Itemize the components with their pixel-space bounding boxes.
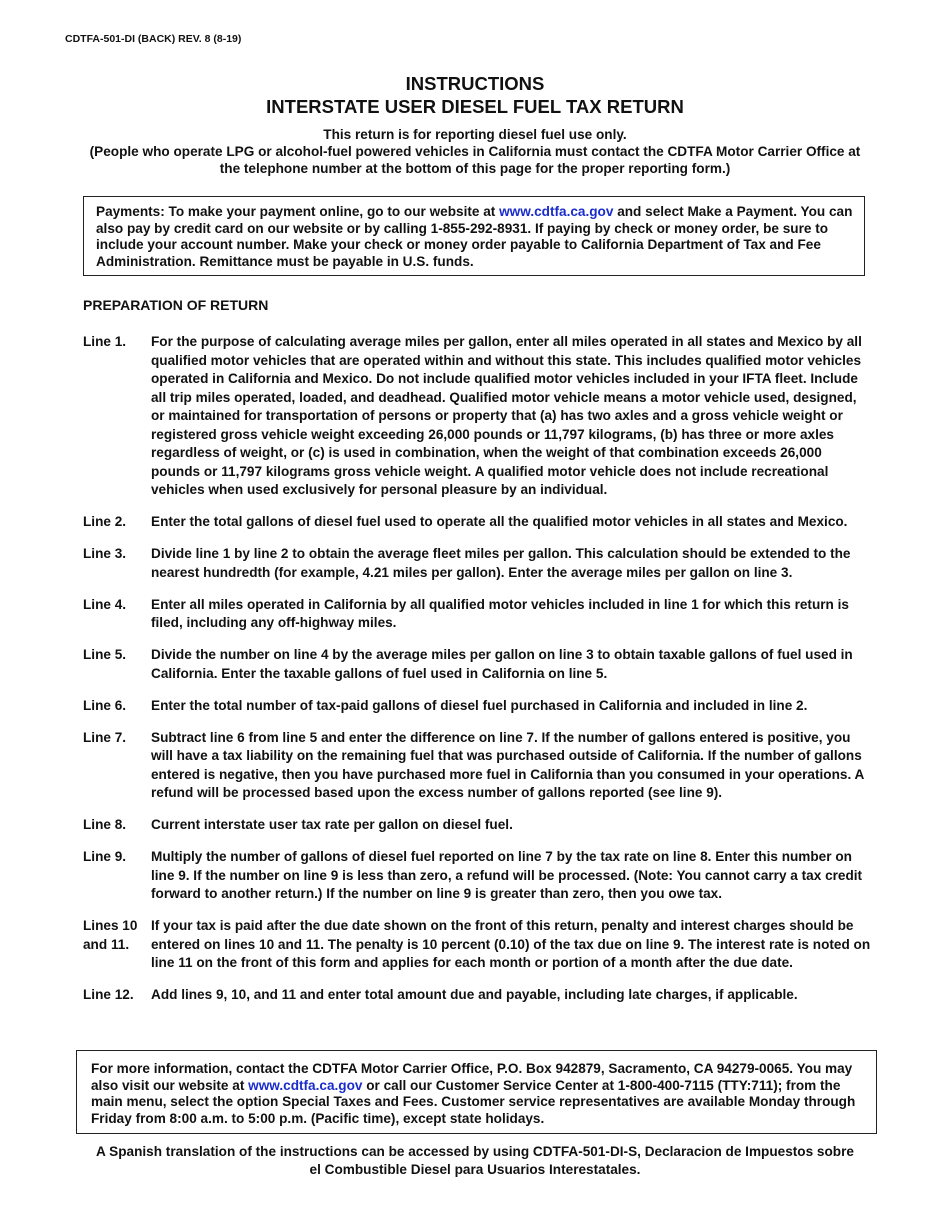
line-label: Line 6. [83, 697, 127, 713]
line-label: Line 3. [83, 546, 127, 561]
line-label: Line 9. [83, 849, 127, 864]
line-text: Subtract line 6 from line 5 and enter the difference on line 7. If the number of gallons entered is positive, you will have a tax liability on the remaining fuel that was purchased outside of California. If the number of gallons entered is negative, then you have purchased more fuel in California than you consumed in your operations. A refund will be processed based upon the excess number of gallons reported (see line 9). [151, 729, 864, 800]
line-text: Current interstate user tax rate per gallon on diesel fuel. [151, 817, 513, 832]
instruction-line-3 [83, 545, 873, 582]
instruction-line-7 [83, 729, 873, 803]
line-text: Divide the number on line 4 by the average miles per gallon on line 3 to obtain taxable gallons of fuel used in California. Enter the taxable gallons of fuel used in California on line 5. [151, 647, 853, 681]
info-website-link[interactable]: www.cdtfa.ca.gov [248, 1077, 363, 1093]
line-label: Line 1. [83, 334, 127, 349]
contact-info-box [76, 1050, 877, 1134]
instruction-line-5 [83, 646, 873, 683]
payments-text-after: and select Make a Payment. You can also pay by credit card on our website or by calling 1-855-292-8931. If paying by check or money order, be sure to include your account number. Make your check or money order payable to California Department of Tax and Fee Administration. Remittance must be payable in U.S. funds. [96, 204, 853, 269]
info-text-after: or call our Customer Service Center at 1-800-400-7115 (TTY:711); from the main menu, select the option Special Taxes and Fees. Customer service representatives are available Monday through Friday from 8:00 a.m. to 5:00 p.m. (Pacific time), except state holidays. [91, 1077, 856, 1126]
line-text: Add lines 9, 10, and 11 and enter total amount due and payable, including late charges, if applicable. [151, 987, 798, 1002]
line-label: Line 12. [83, 987, 134, 1002]
line-text: Enter the total gallons of diesel fuel used to operate all the qualified motor vehicles in all states and Mexico. [151, 514, 848, 529]
line-text: Enter all miles operated in California by all qualified motor vehicles included in line 1 for which this return is filed, including any off-highway miles. [151, 596, 849, 630]
line-text: Multiply the number of gallons of diesel fuel reported on line 7 by the tax rate on line 8. Enter this number on line 9. If the number on line 9 is less than zero, a refund will be processed. (Note: You cannot carry a tax credit forward to another return.) If the number on line 9 is greater than zero, then you owe tax. [151, 849, 863, 901]
payments-box [83, 196, 865, 276]
spanish-translation-note: A Spanish translation of the instructions can be accessed by using CDTFA-501-DI-S, Declaracion de Impuestos sobre el Combustible Diesel para Usuarios Interestatales. [96, 1144, 854, 1177]
instruction-line-6 [83, 697, 873, 716]
line-text: Enter the total number of tax-paid gallons of diesel fuel purchased in California and included in line 2. [151, 697, 808, 713]
line-label: Line 4. [83, 596, 127, 612]
line-label: Line 5. [83, 647, 127, 662]
instruction-line-9 [83, 848, 873, 904]
line-text: For the purpose of calculating average miles per gallon, enter all miles operated in all states and Mexico by all qualified motor vehicles that are operated within and without this state. This includes qualified motor vehicles operated in California and Mexico. Do not include qualified motor vehicles included in your IFTA fleet. Include all trip miles operated, loaded, and deadhead. Qualified motor vehicle means a motor vehicle used, designed, or maintained for transportation of persons or property that (a) has two axles and a gross vehicle weight or registered gross vehicle weight exceeding 26,000 pounds or 11,797 kilograms, (b) has three or more axles regardless of weight, or (c) is used in combination, when the weight of that combination exceeds 26,000 pounds or 11,797 kilograms gross vehicle weight. A qualified motor vehicle does not include recreational vehicles when used exclusively for personal pleasure by an individual. [151, 334, 862, 497]
line-label: Lines 10 and 11. [83, 918, 138, 952]
line-text: If your tax is paid after the due date shown on the front of this return, penalty and interest charges should be entered on lines 10 and 11. The penalty is 10 percent (0.10) of the tax due on line 9. The interest rate is noted on line 11 on the front of this form and applies for each month or portion of a month after the due date. [151, 918, 871, 970]
line-label: Line 2. [83, 514, 127, 529]
payments-website-link[interactable]: www.cdtfa.ca.gov [499, 204, 614, 219]
instruction-line-2 [83, 513, 873, 532]
form-id: CDTFA-501-DI (BACK) REV. 8 (8-19) [65, 33, 242, 45]
instruction-lines-10-11 [83, 917, 873, 973]
intro-line-2: (People who operate LPG or alcohol-fuel powered vehicles in California must contact the CDTFA Motor Carrier Office at the telephone number at the bottom of this page for the proper reporting form.) [89, 144, 861, 176]
intro-line-1: This return is for reporting diesel fuel use only. [323, 127, 627, 142]
instruction-line-12 [83, 986, 873, 1005]
page-title: INSTRUCTIONS [405, 73, 545, 94]
info-text-before: For more information, contact the CDTFA Motor Carrier Office, P.O. Box 942879, Sacramento, CA 94279-0065. You may also visit our website at [91, 1061, 853, 1093]
instruction-line-1 [83, 333, 873, 500]
instruction-line-4 [83, 596, 873, 633]
instruction-line-8 [83, 816, 873, 835]
page-subtitle: INTERSTATE USER DIESEL FUEL TAX RETURN [266, 96, 684, 117]
instruction-lines [83, 333, 873, 1018]
intro [80, 126, 870, 177]
line-text: Divide line 1 by line 2 to obtain the average fleet miles per gallon. This calculation should be extended to the nearest hundredth (for example, 4.21 miles per gallon). Enter the average miles per gallon on line 3. [151, 546, 851, 580]
section-heading: PREPARATION OF RETURN [83, 297, 269, 313]
line-label: Line 7. [83, 729, 127, 745]
payments-text-before: Payments: To make your payment online, go to our website at [96, 204, 500, 219]
line-label: Line 8. [83, 817, 127, 832]
